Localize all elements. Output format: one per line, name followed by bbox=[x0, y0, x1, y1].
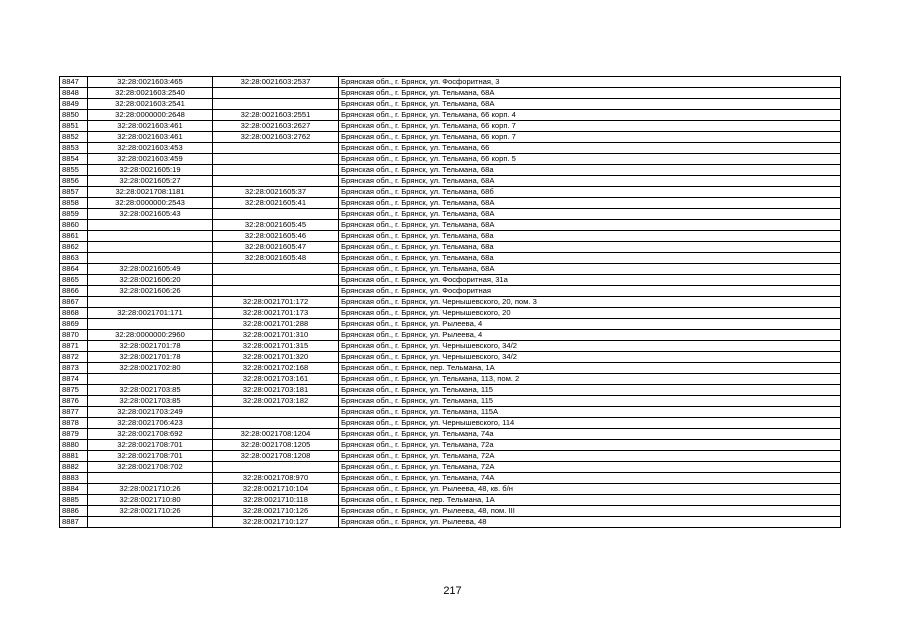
table-row bbox=[60, 440, 841, 451]
cadastral-number-cell: 32:28:0021603:459 bbox=[88, 154, 213, 165]
row-number-cell: 8878 bbox=[60, 418, 88, 429]
cadastral-number-cell: 32:28:0021701:78 bbox=[88, 352, 213, 363]
row-number-cell: 8882 bbox=[60, 462, 88, 473]
row-number-cell: 8886 bbox=[60, 506, 88, 517]
address-cell: Брянская обл., г. Брянск, ул. Тельмана, 68а bbox=[339, 231, 841, 242]
address-cell: Брянская обл., г. Брянск, ул. Рылеева, 48, кв. б/н bbox=[339, 484, 841, 495]
cadastral-number-cell: 32:28:0000000:2960 bbox=[88, 330, 213, 341]
related-cadastral-number-cell: 32:28:0021603:2537 bbox=[213, 77, 339, 88]
table-row bbox=[60, 352, 841, 363]
related-cadastral-number-cell: 32:28:0021701:172 bbox=[213, 297, 339, 308]
cadastral-number-cell: 32:28:0021710:80 bbox=[88, 495, 213, 506]
table-row bbox=[60, 88, 841, 99]
row-number-cell: 8852 bbox=[60, 132, 88, 143]
related-cadastral-number-cell bbox=[213, 286, 339, 297]
related-cadastral-number-cell: 32:28:0021708:1204 bbox=[213, 429, 339, 440]
address-cell: Брянская обл., г. Брянск, ул. Тельмана, 115 bbox=[339, 385, 841, 396]
table-row bbox=[60, 99, 841, 110]
cadastral-number-cell bbox=[88, 231, 213, 242]
table-row bbox=[60, 473, 841, 484]
row-number-cell: 8851 bbox=[60, 121, 88, 132]
related-cadastral-number-cell: 32:28:0021710:127 bbox=[213, 517, 339, 528]
row-number-cell: 8858 bbox=[60, 198, 88, 209]
address-cell: Брянская обл., г. Брянск, ул. Тельмана, 66 корп. 5 bbox=[339, 154, 841, 165]
table-row bbox=[60, 363, 841, 374]
cadastral-number-cell bbox=[88, 297, 213, 308]
cadastral-number-cell: 32:28:0021703:85 bbox=[88, 396, 213, 407]
row-number-cell: 8869 bbox=[60, 319, 88, 330]
page-number: 217 bbox=[443, 585, 462, 597]
table-row bbox=[60, 495, 841, 506]
table-row bbox=[60, 297, 841, 308]
address-cell: Брянская обл., г. Брянск, ул. Тельмана, 68А bbox=[339, 176, 841, 187]
table-row bbox=[60, 341, 841, 352]
table-row bbox=[60, 187, 841, 198]
row-number-cell: 8877 bbox=[60, 407, 88, 418]
table-row bbox=[60, 110, 841, 121]
address-cell: Брянская обл., г. Брянск, ул. Тельмана, 68А bbox=[339, 99, 841, 110]
row-number-cell: 8884 bbox=[60, 484, 88, 495]
related-cadastral-number-cell: 32:28:0021708:1208 bbox=[213, 451, 339, 462]
row-number-cell: 8887 bbox=[60, 517, 88, 528]
address-cell: Брянская обл., г. Брянск, ул. Тельмана, 68А bbox=[339, 88, 841, 99]
related-cadastral-number-cell: 32:28:0021702:168 bbox=[213, 363, 339, 374]
address-cell: Брянская обл., г. Брянск, ул. Фосфоритная, 3 bbox=[339, 77, 841, 88]
address-cell: Брянская обл., г. Брянск, ул. Тельмана, 113, пом. 2 bbox=[339, 374, 841, 385]
table-row bbox=[60, 121, 841, 132]
table-row bbox=[60, 165, 841, 176]
address-cell: Брянская обл., г. Брянск, ул. Тельмана, 68а bbox=[339, 253, 841, 264]
address-cell: Брянская обл., г. Брянск, ул. Тельмана, 72А bbox=[339, 462, 841, 473]
cadastral-number-cell: 32:28:0021603:2541 bbox=[88, 99, 213, 110]
related-cadastral-number-cell: 32:28:0021708:970 bbox=[213, 473, 339, 484]
related-cadastral-number-cell bbox=[213, 462, 339, 473]
row-number-cell: 8872 bbox=[60, 352, 88, 363]
row-number-cell: 8855 bbox=[60, 165, 88, 176]
related-cadastral-number-cell: 32:28:0021710:126 bbox=[213, 506, 339, 517]
related-cadastral-number-cell: 32:28:0021605:48 bbox=[213, 253, 339, 264]
related-cadastral-number-cell: 32:28:0021701:315 bbox=[213, 341, 339, 352]
cadastral-number-cell: 32:28:0021603:465 bbox=[88, 77, 213, 88]
cadastral-number-cell bbox=[88, 253, 213, 264]
cadastral-number-cell: 32:28:0021603:461 bbox=[88, 132, 213, 143]
related-cadastral-number-cell: 32:28:0021605:45 bbox=[213, 220, 339, 231]
table-row bbox=[60, 385, 841, 396]
table-row bbox=[60, 407, 841, 418]
related-cadastral-number-cell: 32:28:0021605:41 bbox=[213, 198, 339, 209]
row-number-cell: 8861 bbox=[60, 231, 88, 242]
address-cell: Брянская обл., г. Брянск, ул. Тельмана, 68А bbox=[339, 209, 841, 220]
related-cadastral-number-cell: 32:28:0021605:46 bbox=[213, 231, 339, 242]
row-number-cell: 8876 bbox=[60, 396, 88, 407]
related-cadastral-number-cell: 32:28:0021708:1205 bbox=[213, 440, 339, 451]
table-row bbox=[60, 484, 841, 495]
address-cell: Брянская обл., г. Брянск, ул. Фосфоритная bbox=[339, 286, 841, 297]
related-cadastral-number-cell bbox=[213, 88, 339, 99]
row-number-cell: 8885 bbox=[60, 495, 88, 506]
address-cell: Брянская обл., г. Брянск, ул. Тельмана, 68А bbox=[339, 198, 841, 209]
table-row bbox=[60, 154, 841, 165]
table-row bbox=[60, 330, 841, 341]
cadastral-number-cell bbox=[88, 319, 213, 330]
table-row bbox=[60, 231, 841, 242]
cadastral-number-cell: 32:28:0021603:461 bbox=[88, 121, 213, 132]
row-number-cell: 8847 bbox=[60, 77, 88, 88]
row-number-cell: 8862 bbox=[60, 242, 88, 253]
address-cell: Брянская обл., г. Брянск, ул. Тельмана, 74а bbox=[339, 429, 841, 440]
cadastral-number-cell bbox=[88, 473, 213, 484]
address-cell: Брянская обл., г. Брянск, ул. Тельмана, 72А bbox=[339, 451, 841, 462]
row-number-cell: 8868 bbox=[60, 308, 88, 319]
address-cell: Брянская обл., г. Брянск, пер. Тельмана, 1А bbox=[339, 363, 841, 374]
related-cadastral-number-cell bbox=[213, 264, 339, 275]
row-number-cell: 8849 bbox=[60, 99, 88, 110]
cadastral-number-cell: 32:28:0021708:692 bbox=[88, 429, 213, 440]
related-cadastral-number-cell: 32:28:0021603:2551 bbox=[213, 110, 339, 121]
address-cell: Брянская обл., г. Брянск, ул. Рылеева, 4 bbox=[339, 330, 841, 341]
cadastral-number-cell: 32:28:0021706:423 bbox=[88, 418, 213, 429]
row-number-cell: 8857 bbox=[60, 187, 88, 198]
table-row bbox=[60, 374, 841, 385]
row-number-cell: 8871 bbox=[60, 341, 88, 352]
cadastral-number-cell: 32:28:0021703:249 bbox=[88, 407, 213, 418]
table-row bbox=[60, 242, 841, 253]
row-number-cell: 8850 bbox=[60, 110, 88, 121]
related-cadastral-number-cell bbox=[213, 143, 339, 154]
row-number-cell: 8875 bbox=[60, 385, 88, 396]
cadastral-number-cell: 32:28:0000000:2543 bbox=[88, 198, 213, 209]
related-cadastral-number-cell: 32:28:0021701:288 bbox=[213, 319, 339, 330]
cadastral-number-cell: 32:28:0021708:702 bbox=[88, 462, 213, 473]
cadastral-number-cell: 32:28:0021708:701 bbox=[88, 440, 213, 451]
address-cell: Брянская обл., г. Брянск, ул. Тельмана, 68А bbox=[339, 264, 841, 275]
cadastral-number-cell: 32:28:0021603:2540 bbox=[88, 88, 213, 99]
row-number-cell: 8883 bbox=[60, 473, 88, 484]
row-number-cell: 8866 bbox=[60, 286, 88, 297]
table-row bbox=[60, 209, 841, 220]
related-cadastral-number-cell: 32:28:0021703:182 bbox=[213, 396, 339, 407]
address-cell: Брянская обл., г. Брянск, ул. Тельмана, 68б bbox=[339, 187, 841, 198]
row-number-cell: 8860 bbox=[60, 220, 88, 231]
table-row bbox=[60, 396, 841, 407]
table-row bbox=[60, 132, 841, 143]
related-cadastral-number-cell: 32:28:0021703:161 bbox=[213, 374, 339, 385]
address-cell: Брянская обл., г. Брянск, ул. Чернышевского, 34/2 bbox=[339, 352, 841, 363]
related-cadastral-number-cell: 32:28:0021605:37 bbox=[213, 187, 339, 198]
related-cadastral-number-cell bbox=[213, 99, 339, 110]
address-cell: Брянская обл., г. Брянск, ул. Тельмана, 115А bbox=[339, 407, 841, 418]
related-cadastral-number-cell bbox=[213, 407, 339, 418]
address-cell: Брянская обл., г. Брянск, ул. Чернышевского, 34/2 bbox=[339, 341, 841, 352]
cadastral-number-cell: 32:28:0021606:20 bbox=[88, 275, 213, 286]
table-row bbox=[60, 418, 841, 429]
table-row bbox=[60, 308, 841, 319]
table-row bbox=[60, 176, 841, 187]
related-cadastral-number-cell: 32:28:0021710:104 bbox=[213, 484, 339, 495]
row-number-cell: 8853 bbox=[60, 143, 88, 154]
related-cadastral-number-cell bbox=[213, 154, 339, 165]
cadastral-number-cell bbox=[88, 242, 213, 253]
related-cadastral-number-cell: 32:28:0021710:118 bbox=[213, 495, 339, 506]
related-cadastral-number-cell bbox=[213, 165, 339, 176]
cadastral-number-cell bbox=[88, 517, 213, 528]
table-row bbox=[60, 264, 841, 275]
address-cell: Брянская обл., г. Брянск, ул. Рылеева, 48 bbox=[339, 517, 841, 528]
row-number-cell: 8873 bbox=[60, 363, 88, 374]
related-cadastral-number-cell: 32:28:0021703:181 bbox=[213, 385, 339, 396]
table-row bbox=[60, 220, 841, 231]
row-number-cell: 8870 bbox=[60, 330, 88, 341]
address-cell: Брянская обл., г. Брянск, ул. Тельмана, 66 корп. 4 bbox=[339, 110, 841, 121]
cadastral-number-cell bbox=[88, 374, 213, 385]
address-cell: Брянская обл., г. Брянск, ул. Тельмана, 115 bbox=[339, 396, 841, 407]
address-cell: Брянская обл., г. Брянск, ул. Тельмана, 68А bbox=[339, 220, 841, 231]
address-cell: Брянская обл., г. Брянск, ул. Тельмана, 68а bbox=[339, 165, 841, 176]
related-cadastral-number-cell bbox=[213, 275, 339, 286]
cadastral-number-cell: 32:28:0021605:19 bbox=[88, 165, 213, 176]
row-number-cell: 8865 bbox=[60, 275, 88, 286]
cadastral-number-cell: 32:28:0021701:171 bbox=[88, 308, 213, 319]
row-number-cell: 8880 bbox=[60, 440, 88, 451]
related-cadastral-number-cell bbox=[213, 418, 339, 429]
cadastral-number-cell: 32:28:0021605:43 bbox=[88, 209, 213, 220]
address-cell: Брянская обл., г. Брянск, ул. Чернышевского, 114 bbox=[339, 418, 841, 429]
address-cell: Брянская обл., г. Брянск, ул. Тельмана, 66 корп. 7 bbox=[339, 132, 841, 143]
table-row bbox=[60, 429, 841, 440]
address-cell: Брянская обл., г. Брянск, ул. Фосфоритная, 31а bbox=[339, 275, 841, 286]
address-cell: Брянская обл., г. Брянск, ул. Тельмана, 66 корп. 7 bbox=[339, 121, 841, 132]
cadastral-number-cell: 32:28:0021605:27 bbox=[88, 176, 213, 187]
address-cell: Брянская обл., г. Брянск, пер. Тельмана, 1А bbox=[339, 495, 841, 506]
table-row bbox=[60, 198, 841, 209]
related-cadastral-number-cell: 32:28:0021701:310 bbox=[213, 330, 339, 341]
table-row bbox=[60, 275, 841, 286]
cadastral-number-cell: 32:28:0021701:78 bbox=[88, 341, 213, 352]
table-row bbox=[60, 319, 841, 330]
table-row bbox=[60, 253, 841, 264]
table-row bbox=[60, 506, 841, 517]
cadastral-number-cell: 32:28:0021605:49 bbox=[88, 264, 213, 275]
cadastral-number-cell: 32:28:0021702:80 bbox=[88, 363, 213, 374]
table-row bbox=[60, 77, 841, 88]
address-cell: Брянская обл., г. Брянск, ул. Чернышевского, 20, пом. 3 bbox=[339, 297, 841, 308]
cadastral-number-cell: 32:28:0021710:26 bbox=[88, 506, 213, 517]
table-body bbox=[60, 77, 841, 528]
related-cadastral-number-cell: 32:28:0021701:173 bbox=[213, 308, 339, 319]
address-cell: Брянская обл., г. Брянск, ул. Чернышевского, 20 bbox=[339, 308, 841, 319]
row-number-cell: 8867 bbox=[60, 297, 88, 308]
address-cell: Брянская обл., г. Брянск, ул. Рылеева, 4 bbox=[339, 319, 841, 330]
table-row bbox=[60, 517, 841, 528]
address-cell: Брянская обл., г. Брянск, ул. Тельмана, 66 bbox=[339, 143, 841, 154]
related-cadastral-number-cell: 32:28:0021603:2627 bbox=[213, 121, 339, 132]
cadastral-number-cell: 32:28:0000000:2648 bbox=[88, 110, 213, 121]
address-cell: Брянская обл., г. Брянск, ул. Тельмана, 68а bbox=[339, 242, 841, 253]
table-row bbox=[60, 451, 841, 462]
row-number-cell: 8863 bbox=[60, 253, 88, 264]
related-cadastral-number-cell: 32:28:0021605:47 bbox=[213, 242, 339, 253]
cadastral-number-cell: 32:28:0021708:701 bbox=[88, 451, 213, 462]
related-cadastral-number-cell bbox=[213, 209, 339, 220]
related-cadastral-number-cell: 32:28:0021701:320 bbox=[213, 352, 339, 363]
cadastral-number-cell: 32:28:0021603:453 bbox=[88, 143, 213, 154]
cadastral-number-cell: 32:28:0021708:1181 bbox=[88, 187, 213, 198]
related-cadastral-number-cell: 32:28:0021603:2762 bbox=[213, 132, 339, 143]
related-cadastral-number-cell bbox=[213, 176, 339, 187]
cadastral-register-table bbox=[59, 76, 841, 528]
cadastral-number-cell: 32:28:0021606:26 bbox=[88, 286, 213, 297]
row-number-cell: 8848 bbox=[60, 88, 88, 99]
cadastral-number-cell: 32:28:0021710:26 bbox=[88, 484, 213, 495]
row-number-cell: 8874 bbox=[60, 374, 88, 385]
row-number-cell: 8864 bbox=[60, 264, 88, 275]
cadastral-number-cell: 32:28:0021703:85 bbox=[88, 385, 213, 396]
row-number-cell: 8859 bbox=[60, 209, 88, 220]
cadastral-number-cell bbox=[88, 220, 213, 231]
row-number-cell: 8881 bbox=[60, 451, 88, 462]
row-number-cell: 8856 bbox=[60, 176, 88, 187]
address-cell: Брянская обл., г. Брянск, ул. Тельмана, 74А bbox=[339, 473, 841, 484]
table-row bbox=[60, 286, 841, 297]
row-number-cell: 8879 bbox=[60, 429, 88, 440]
address-cell: Брянская обл., г. Брянск, ул. Рылеева, 48, пом. III bbox=[339, 506, 841, 517]
table-row bbox=[60, 462, 841, 473]
table-row bbox=[60, 143, 841, 154]
row-number-cell: 8854 bbox=[60, 154, 88, 165]
address-cell: Брянская обл., г. Брянск, ул. Тельмана, 72а bbox=[339, 440, 841, 451]
